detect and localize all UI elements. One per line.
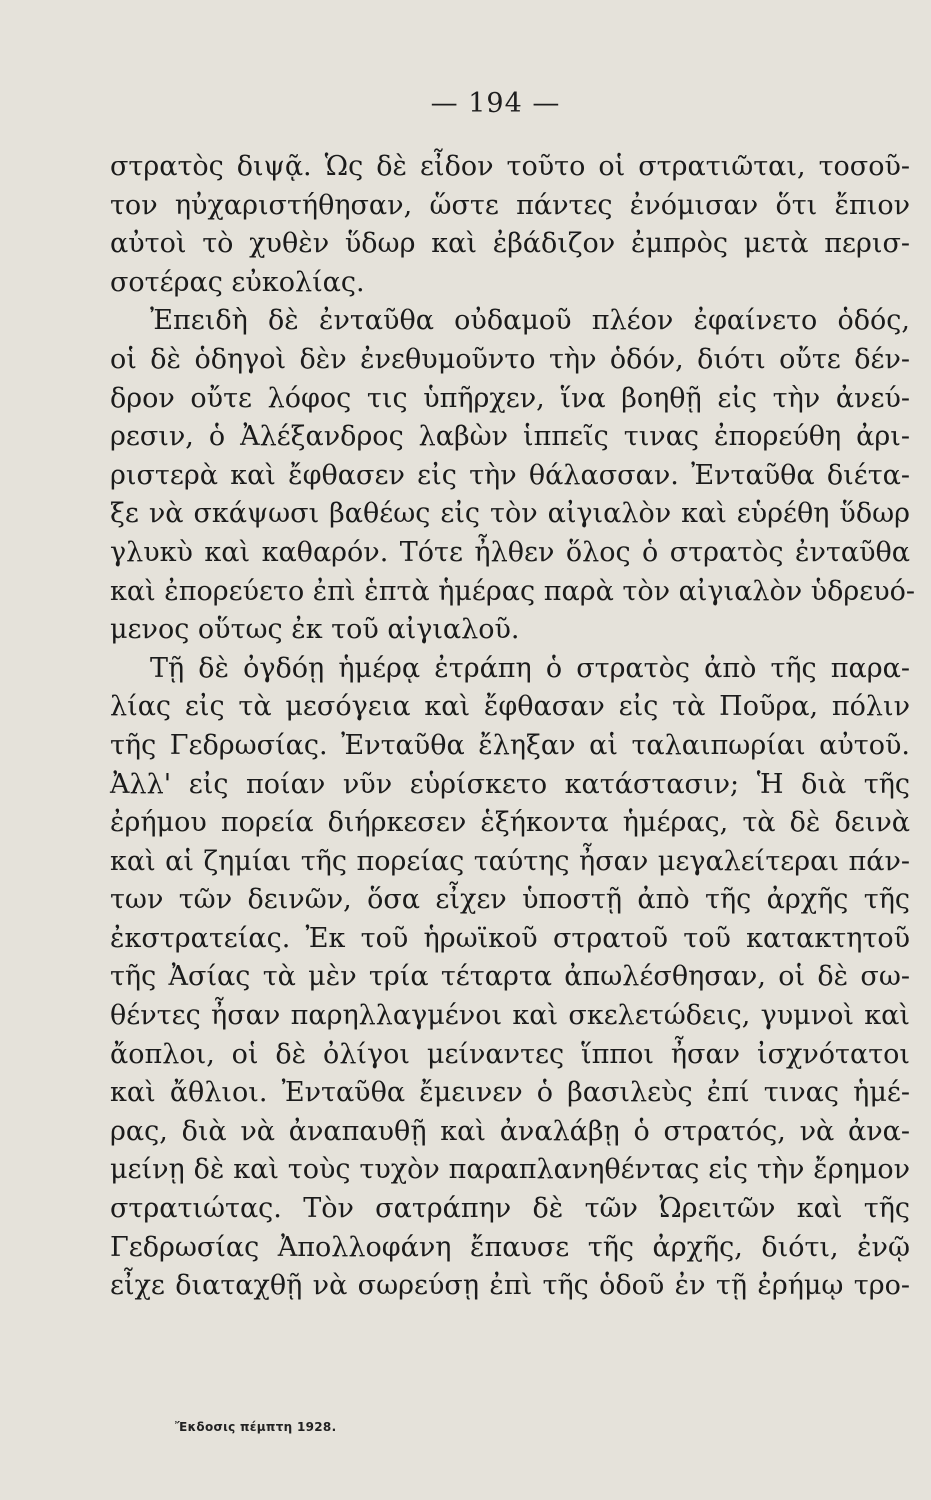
text-line: τῆς Ἀσίας τὰ μὲν τρία τέταρτα ἀπωλέσθησαν, οἱ δὲ σω- bbox=[110, 961, 910, 993]
text-line: Ἀλλ' εἰς ποίαν νῦν εὑρίσκετο κατάστασιν; Ἡ διὰ τῆς bbox=[110, 768, 910, 800]
text-line: στρατὸς διψᾷ. Ὡς δὲ εἶδον τοῦτο οἱ στρατιῶται, τοσοῦ- bbox=[110, 151, 910, 182]
text-line: σοτέρας εὐκολίας. bbox=[110, 266, 365, 298]
text-line: Τῇ δὲ ὀγδόῃ ἡμέρᾳ ἐτράπη ὁ στρατὸς ἀπὸ τῆς παρα- bbox=[150, 652, 910, 684]
text-line: τῆς Γεδρωσίας. Ἐνταῦθα ἔληξαν αἱ ταλαιπωρίαι αὐτοῦ. bbox=[110, 729, 910, 761]
text-line: λίας εἰς τὰ μεσόγεια καὶ ἔφθασαν εἰς τὰ Ποῦρα, πόλιν bbox=[110, 691, 910, 723]
text-line: ριστερὰ καὶ ἔφθασεν εἰς τὴν θάλασσαν. Ἐνταῦθα διέτα- bbox=[110, 459, 910, 491]
text-line: των τῶν δεινῶν, ὅσα εἶχεν ὑποστῇ ἀπὸ τῆς ἀρχῆς τῆς bbox=[110, 884, 910, 916]
body-text bbox=[110, 148, 916, 1306]
text-line: ἄοπλοι, οἱ δὲ ὀλίγοι μείναντες ἵπποι ἦσαν ἰσχνότατοι bbox=[110, 1038, 910, 1070]
text-line: μείνῃ δὲ καὶ τοὺς τυχὸν παραπλανηθέντας εἰς τὴν ἔρημον bbox=[110, 1154, 910, 1186]
text-line: ρας, διὰ νὰ ἀναπαυθῇ καὶ ἀναλάβῃ ὁ στρατός, νὰ ἀνα- bbox=[110, 1115, 910, 1147]
text-line: καὶ ἐπορεύετο ἐπὶ ἑπτὰ ἡμέρας παρὰ τὸν αἰγιαλὸν ὑδρευό- bbox=[110, 575, 916, 607]
text-line: ξε νὰ σκάψωσι βαθέως εἰς τὸν αἰγιαλὸν καὶ εὑρέθη ὕδωρ bbox=[110, 498, 910, 530]
edition-footnote: Ἔκδοσις πέμπτη 1928. bbox=[175, 1420, 337, 1434]
text-line: θέντες ἦσαν παρηλλαγμένοι καὶ σκελετώδεις, γυμνοὶ καὶ bbox=[110, 1000, 910, 1032]
text-line: τον ηὐχαριστήθησαν, ὥστε πάντες ἐνόμισαν ὅτι ἔπιον bbox=[110, 189, 910, 221]
text-line: αὐτοὶ τὸ χυθὲν ὕδωρ καὶ ἐβάδιζον ἐμπρὸς μετὰ περισ- bbox=[110, 228, 910, 260]
text-line: δρον οὔτε λόφος τις ὑπῆρχεν, ἵνα βοηθῇ εἰς τὴν ἀνεύ- bbox=[110, 382, 910, 414]
text-line: καὶ αἱ ζημίαι τῆς πορείας ταύτης ἦσαν μεγαλείτεραι πάν- bbox=[110, 845, 910, 877]
text-line: μενος οὕτως ἐκ τοῦ αἰγιαλοῦ. bbox=[110, 614, 520, 646]
text-line: οἱ δὲ ὁδηγοὶ δὲν ἐνεθυμοῦντο τὴν ὁδόν, διότι οὔτε δέν- bbox=[110, 343, 910, 375]
page-number: — 194 — bbox=[430, 88, 561, 119]
text-line: γλυκὺ καὶ καθαρόν. Τότε ἦλθεν ὅλος ὁ στρατὸς ἐνταῦθα bbox=[110, 536, 910, 568]
text-line: στρατιώτας. Τὸν σατράπην δὲ τῶν Ὠρειτῶν καὶ τῆς bbox=[110, 1193, 910, 1225]
text-line: ἐκστρατείας. Ἐκ τοῦ ἡρωϊκοῦ στρατοῦ τοῦ κατακτητοῦ bbox=[110, 922, 910, 954]
text-line: ἐρήμου πορεία διήρκεσεν ἑξήκοντα ἡμέρας, τὰ δὲ δεινὰ bbox=[110, 807, 910, 839]
text-line: εἶχε διαταχθῇ νὰ σωρεύσῃ ἐπὶ τῆς ὁδοῦ ἐν τῇ ἐρήμῳ τρο- bbox=[110, 1270, 910, 1302]
text-line: ρεσιν, ὁ Ἀλέξανδρος λαβὼν ἱππεῖς τινας ἐπορεύθη ἀρι- bbox=[110, 421, 910, 453]
text-line: καὶ ἄθλιοι. Ἐνταῦθα ἔμεινεν ὁ βασιλεὺς ἐπί τινας ἡμέ- bbox=[110, 1077, 910, 1109]
text-line: Ἐπειδὴ δὲ ἐνταῦθα οὐδαμοῦ πλέον ἐφαίνετο ὁδός, bbox=[150, 305, 910, 337]
text-line: Γεδρωσίας Ἀπολλοφάνη ἔπαυσε τῆς ἀρχῆς, διότι, ἐνῷ bbox=[110, 1231, 910, 1263]
